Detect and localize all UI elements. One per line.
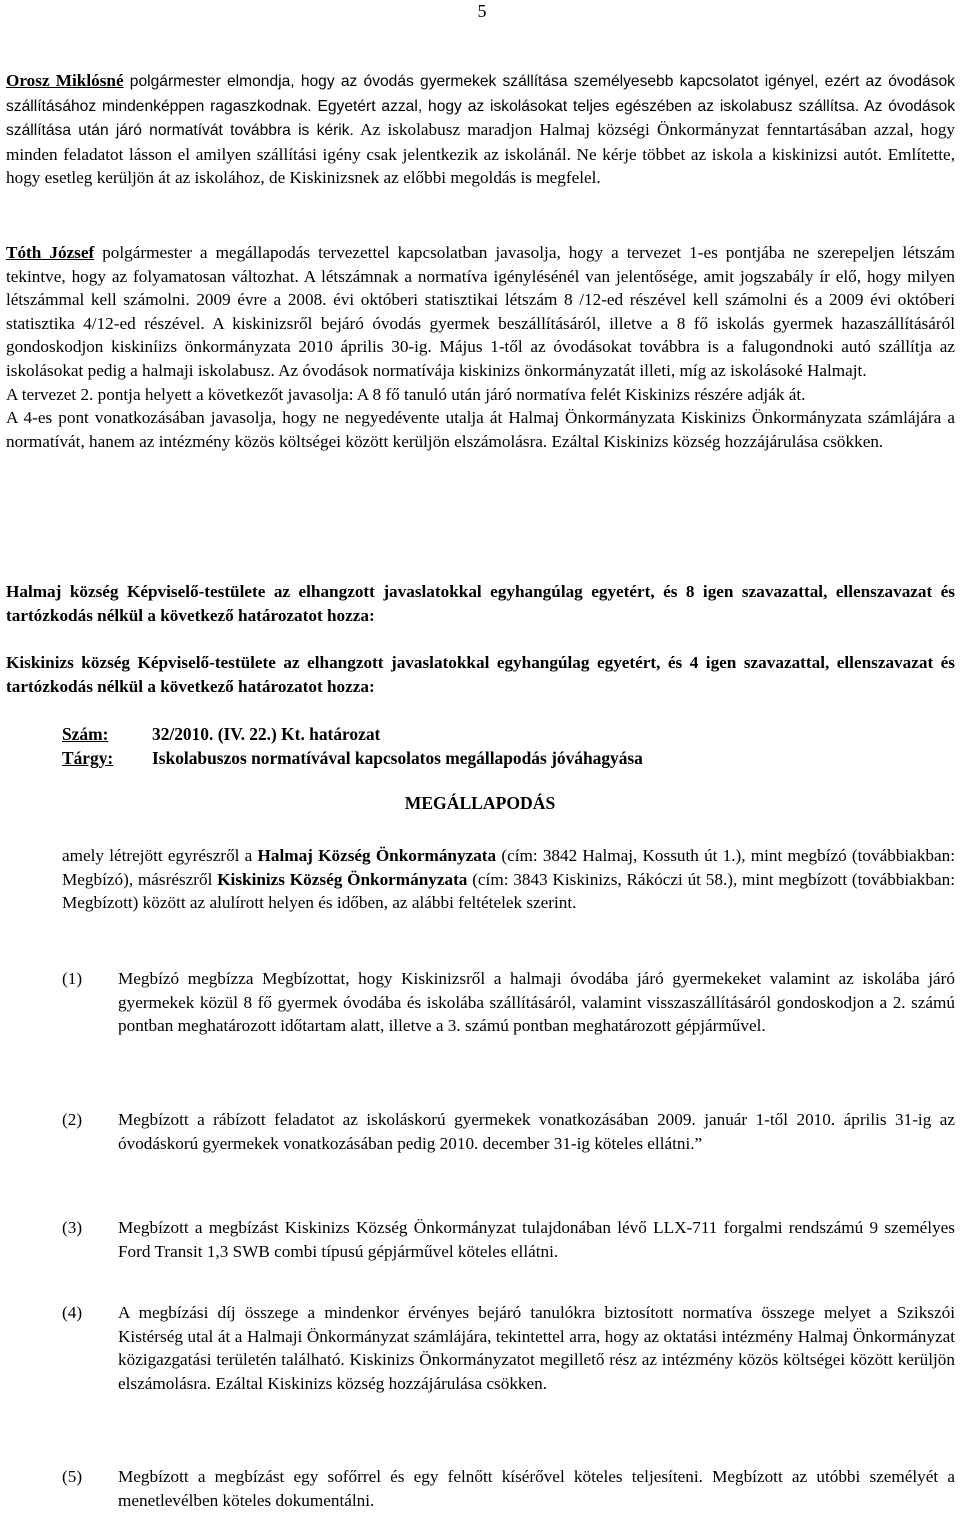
item-number: (5) (62, 1467, 83, 1486)
intro-text-2: (cím: 3842 Halmaj, Kossuth út 1.), mint megbízó (továbbiakban: Megbízó), másrészről (62, 846, 955, 889)
speaker-name: Orosz Miklósné (6, 71, 124, 90)
party-halmaj: Halmaj Község Önkormányzata (257, 846, 497, 865)
paragraph-text: polgármester a megállapodás tervezettel kapcsolatban javasolja, hogy a tervezet 1-es pontjába ne szerepeljen létszám tekintve, hogy az folyamatosan változhat. A létszámnak a normatíva igénylésénél van jelentősége, amit jogszabály ír elő, hogy milyen létszámmal kell számolni. 2009 évre a 2008. évi októberi statisztikai létszám 8 /12-ed részével kell számolni és a 2009 évi októberi statisztika 4/12-ed részével. A kiskinizsről bejáró óvodás gyermek beszállításáról, illetve a 8 fő iskolás gyermek hazaszállításáról gondoskodjon kiskiníizs önkormányzata 2010 április 30-ig. Május 1-től az óvodásokat továbbra is a falugondnoki autó szállítja az iskolásokat pedig a halmaji iskolabusz. Az óvodások normatívája kiskinizs önkormányzatát illeti, míg az iskolásoké Halmajt. (6, 243, 955, 380)
decision-halmaj: Halmaj község Képviselő-testülete az elhangzott javaslatokkal egyhangúlag egyetért, és 8 igen szavazattal, ellenszavazat és tartózkodás nélkül a következő határozatot hozza: (6, 582, 955, 625)
paragraph-orosz (6, 69, 955, 190)
party-kiskinizs: Kiskinizs Község Önkormányzata (217, 869, 468, 889)
item-text: A megbízási díj összege a mindenkor érvényes bejáró tanulókra biztosított normatíva összege melyet a Szikszói Kistérség utal át a Halmaji Önkormányzat számlájára, tekintettel arra, hogy az oktatási intézmény Halmaj Önkormányzat közigazgatási területén található. Kiskinizs Önkormányzatot megillető rész az intézmény közös költségei között kerüljön elszámolásra. Ezáltal Kiskinizs község hozzájárulása csökken. (118, 1303, 955, 1393)
item-text: Megbízott a megbízást egy sofőrrel és egy felnőtt kísérővel köteles teljesíteni. Megbízott az utóbbi személyét a menetlevélben köteles dokumentálni. (118, 1467, 955, 1510)
subject-value: Iskolabuszos normatívával kapcsolatos megállapodás jóváhagyása (152, 748, 643, 768)
subject-label: Tárgy: (62, 748, 114, 768)
item-text: Megbízott a megbízást Kiskinizs Község Önkormányzat tulajdonában lévő LLX-711 forgalmi rendszámú 9 személyes Ford Transit 1,3 SWB combi típusú gépjárművel köteles ellátni. (118, 1218, 955, 1261)
paragraph-line-2: A tervezet 2. pontja helyett a következőt javasolja: A 8 fő tanuló után járó normatíva felét Kiskinizs részére adják át. (6, 384, 806, 404)
item-number: (1) (62, 969, 83, 988)
agreement-title: MEGÁLLAPODÁS (404, 793, 556, 813)
paragraph-line-3: A 4-es pont vonatkozásában javasolja, hogy ne negyedévente utalja át Halmaj Önkormányzata Kiskinizs Önkormányzata számlájára a normatívát, hanem az intézmény közös költségei között kerüljön elszámolásra. Ezáltal Kiskinizs község hozzájárulása csökken. (6, 408, 955, 451)
paragraph-text-cont: Az iskolabusz maradjon Halmaj községi Önkormányzat fenntartásában azzal, hogy minden feladatot lásson el amilyen szállítási igény csak jelentkezik az iskolánál. Ne kérje többet az iskola a kiskinizsi autót. Említette, hogy esetleg kerüljön át az iskolához, de Kiskinizsnek az előbbi megoldás is megfelel. (6, 120, 956, 188)
resolution-subject-row (62, 747, 643, 769)
agreement-intro (62, 844, 955, 915)
decision-kiskinizs: Kiskinizs község Képviselő-testülete az elhangzott javaslatokkal egyhangúlag egyetért, és 4 igen szavazattal, ellenszavazat és tartózkodás nélkül a következő határozatot hozza: (6, 653, 955, 696)
page-number: 5 (477, 1, 487, 21)
number-label: Szám: (62, 724, 109, 744)
speaker-name: Tóth József (6, 243, 95, 262)
paragraph-toth (6, 241, 955, 453)
resolution-number-row (62, 723, 380, 745)
paragraph-text: polgármester elmondja, hogy az óvodás gyermekek szállítása személyesebb kapcsolatot igényel, ezért az óvodások szállításához mindenképpen ragaszkodnak. Egyetért azzal, hogy az iskolásokat teljes egészében az iskolabusz szállítsa. Az óvodások szállítása után járó normatívát továbbra is kérik. (6, 73, 955, 140)
item-number: (3) (62, 1218, 83, 1237)
item-number: (2) (62, 1110, 83, 1129)
item-text: Megbízott a rábízott feladatot az iskoláskorú gyermekek vonatkozásában 2009. január 1-től 2010. április 31-ig az óvodáskorú gyermekek vonatkozásában pedig 2010. december 31-ig köteles ellátni.” (118, 1110, 955, 1153)
intro-text-1: amely létrejött egyrészről a (62, 846, 258, 865)
intro-text-3: (cím: 3843 Kiskinizs, Rákóczi út 58.), mint megbízott (továbbiakban: Megbízott) között az alulírott helyen és időben, az alábbi feltételek szerint. (62, 869, 955, 913)
item-number: (4) (62, 1303, 83, 1322)
item-text: Megbízó megbízza Megbízottat, hogy Kiskinizsről a halmaji óvodába járó gyermekeket valamint az iskolába járó gyermekek közül 8 fő gyermek óvodába és iskolába szállításáról, valamint visszaszállításáról gondoskodjon a 2. számú pontban meghatározott időtartam alatt, illetve a 3. számú pontban meghatározott gépjárművel. (118, 969, 955, 1036)
number-value: 32/2010. (IV. 22.) Kt. határozat (152, 724, 381, 744)
